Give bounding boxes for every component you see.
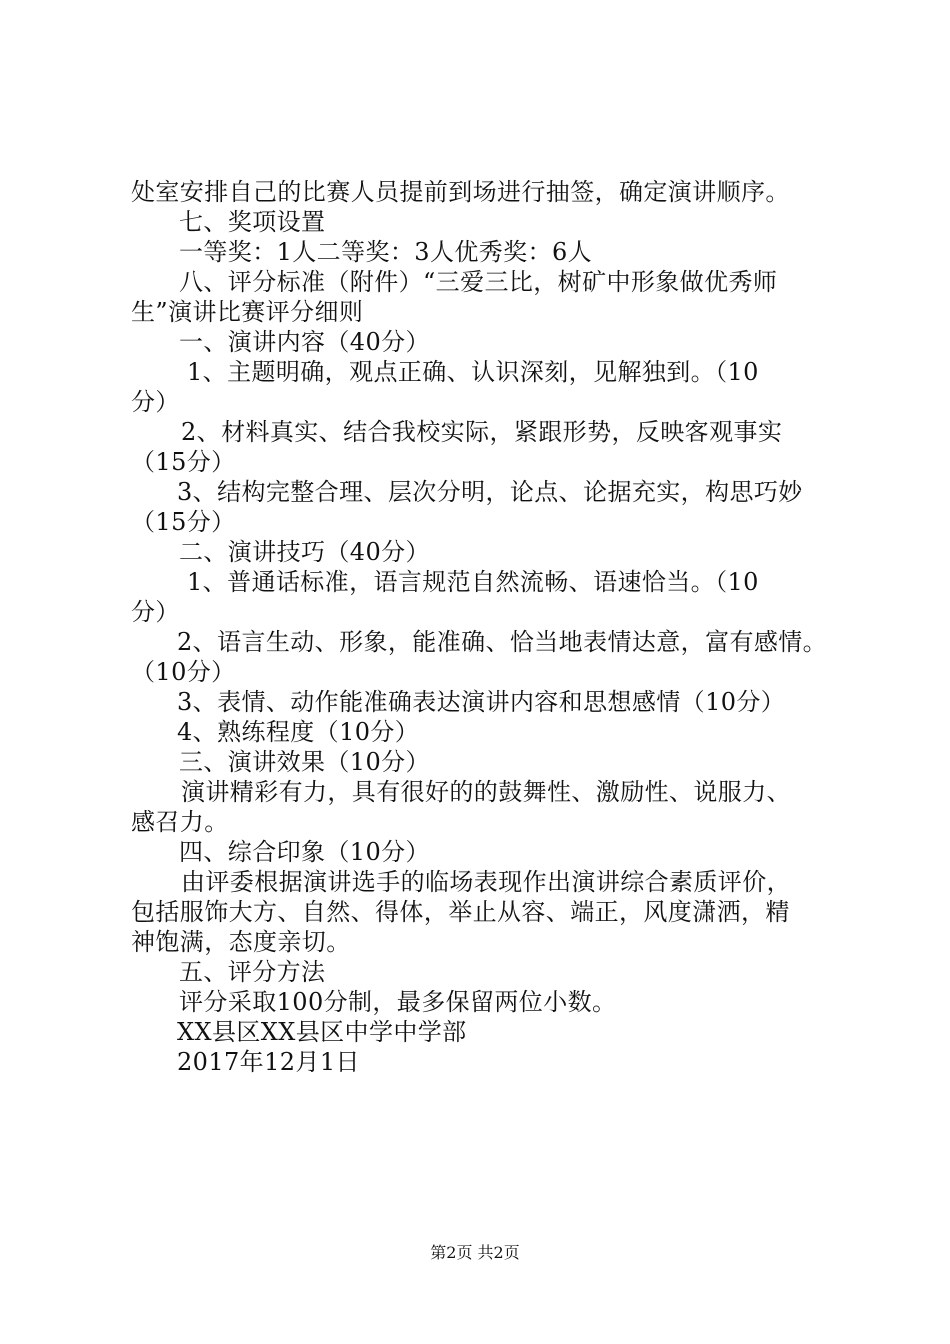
text-line: 4、熟练程度（10分） [177,718,420,746]
text-line: 分） [131,598,180,626]
subsection-heading: 三、演讲效果（10分） [179,748,430,776]
text-line: 3、结构完整合理、层次分明，论点、论据充实，构思巧妙 [177,478,803,506]
text-line: 神饱满，态度亲切。 [131,928,351,956]
text-line: 2、语言生动、形象，能准确、恰当地表情达意，富有感情。 [177,628,828,656]
text-line: 3、表情、动作能准确表达演讲内容和思想感情（10分） [177,688,786,716]
text-line: 2、材料真实、结合我校实际，紧跟形势，反映客观事实 [181,418,783,446]
text-line: 生”演讲比赛评分细则 [131,298,364,326]
text-line: 演讲精彩有力，具有很好的的鼓舞性、激励性、说服力、 [181,778,791,806]
text-line: 评分采取100分制，最多保留两位小数。 [179,988,617,1016]
text-line: 1、普通话标准，语言规范自然流畅、语速恰当。（10 [187,568,759,596]
section-heading: 八、评分标准（附件）“三爱三比，树矿中形象做优秀师 [179,268,778,296]
text-line: （15分） [131,508,236,536]
page-number: 第2页 共2页 [430,1243,520,1262]
text-line: （15分） [131,448,236,476]
text-line: 一等奖：1人二等奖：3人优秀奖：6人 [179,238,593,266]
text-line: 感召力。 [131,808,229,836]
signature-date: 2017年12月1日 [177,1048,360,1076]
subsection-heading: 四、综合印象（10分） [179,838,430,866]
subsection-heading: 一、演讲内容（40分） [179,328,430,356]
text-line: 分） [131,388,180,416]
text-line: 包括服饰大方、自然、得体，举止从容、端正，风度潇洒，精 [131,898,790,926]
text-line: （10分） [131,658,236,686]
section-heading: 七、奖项设置 [179,208,326,236]
text-line: 1、主题明确，观点正确、认识深刻，见解独到。（10 [187,358,759,386]
subsection-heading: 二、演讲技巧（40分） [179,538,430,566]
signature-org: XX县区XX县区中学中学部 [177,1018,467,1046]
subsection-heading: 五、评分方法 [179,958,326,986]
text-line: 处室安排自己的比赛人员提前到场进行抽签，确定演讲顺序。 [131,178,790,206]
text-line: 由评委根据演讲选手的临场表现作出演讲综合素质评价， [181,868,791,896]
